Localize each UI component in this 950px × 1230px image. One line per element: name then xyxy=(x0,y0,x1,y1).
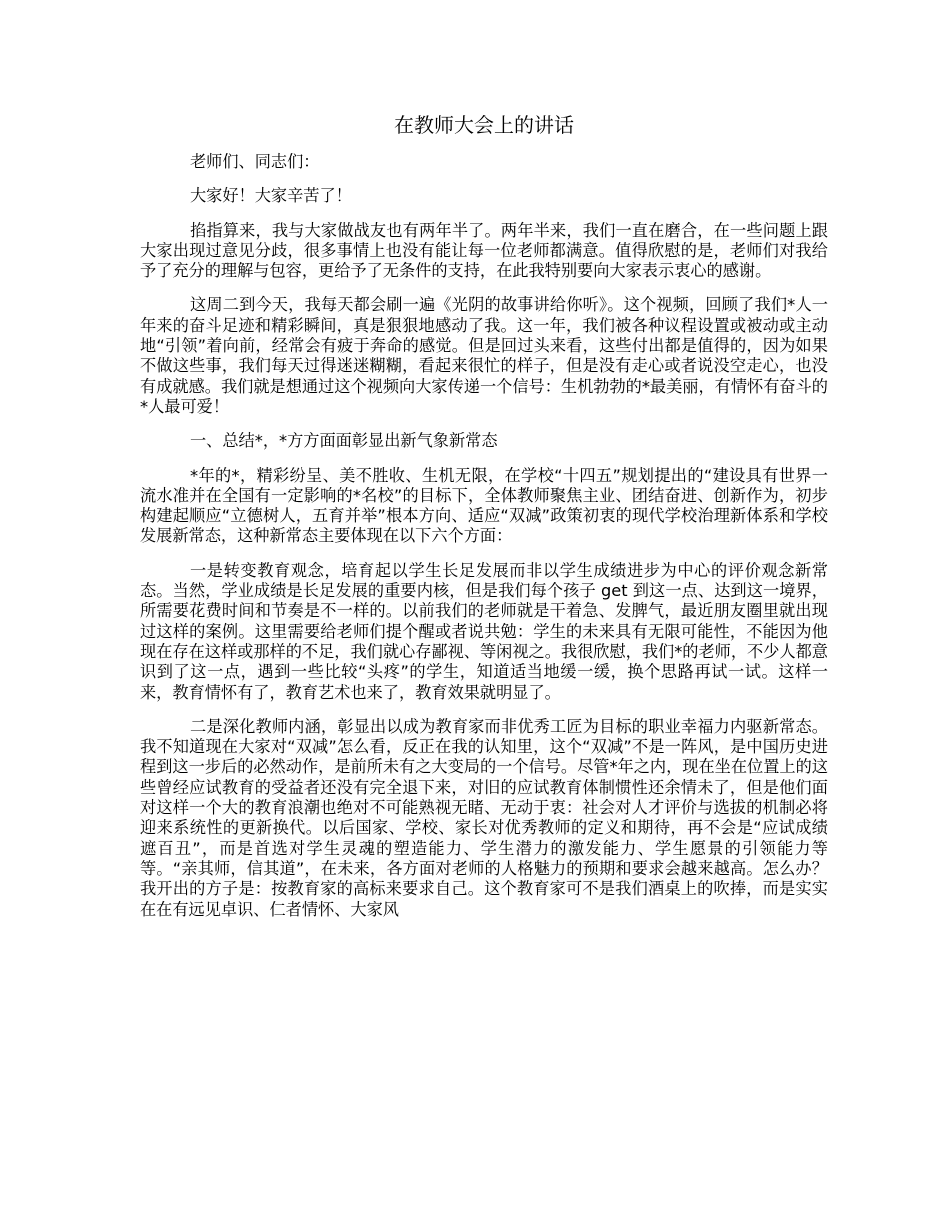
body-paragraph: 掐指算来，我与大家做战友也有两年半了。两年半来，我们一直在磨合，在一些问题上跟大家出现过意见分歧，很多事情上也没有能让每一位老师都满意。值得欣慰的是，老师们对我给予了充分的理解与包容，更给予了无条件的支持，在此我特别要向大家表示衷心的感谢。 xyxy=(140,220,828,281)
body-paragraph: *年的*，精彩纷呈、美不胜收、生机无限，在学校“十四五”规划提出的“建设具有世界一流水准并在全国有一定影响的*名校”的目标下，全体教师聚焦主业、团结奋进、创新作为，初步构建起顺应“立德树人，五育并举”根本方向、适应“双减”政策初衷的现代学校治理新体系和学校发展新常态，这种新常态主要体现在以下六个方面： xyxy=(140,465,828,546)
section-heading: 一、总结*，*方方面面彰显出新气象新常态 xyxy=(190,431,498,451)
body-paragraph: 二是深化教师内涵，彰显出以成为教育家而非优秀工匠为目标的职业幸福力内驱新常态。我不知道现在大家对“双减”怎么看，反正在我的认知里，这个“双减”不是一阵风，是中国历史进程到这一步后的必然动作，是前所未有之大变局的一个信号。尽管*年之内，现在坐在位置上的这些曾经应试教育的受益者还没有完全退下来，对旧的应试教育体制惯性还余情未了，但是他们面对这样一个大的教育浪潮也绝对不可能熟视无睹、无动于衷：社会对人才评价与选拔的机制必将迎来系统性的更新换代。以后国家、学校、家长对优秀教师的定义和期待，再不会是“应试成绩遮百丑”，而是首选对学生灵魂的塑造能力、学生潜力的激发能力、学生愿景的引领能力等等。“亲其师，信其道”，在未来，各方面对老师的人格魅力的预期和要求会越来越高。怎么办？我开出的方子是：按教育家的高标来要求自己。这个教育家可不是我们酒桌上的吹捧，而是实实在在有远见卓识、仁者情怀、大家风 xyxy=(140,716,828,919)
greeting: 大家好！大家辛苦了！ xyxy=(190,186,352,206)
body-paragraph: 这周二到今天，我每天都会刷一遍《光阴的故事讲给你听》。这个视频，回顾了我们*人一年来的奋斗足迹和精彩瞬间，真是狠狠地感动了我。这一年，我们被各种议程设置或被动或主动地“引领”着向前，经常会有疲于奔命的感觉。但是回过头来看，这些付出都是值得的，因为如果不做这些事，我们每天过得迷迷糊糊，看起来很忙的样子，但是没有走心或者说没空走心，也没有成就感。我们就是想通过这个视频向大家传递一个信号：生机勃勃的*最美丽，有情怀有奋斗的*人最可爱！ xyxy=(140,295,828,416)
document-page xyxy=(140,108,828,934)
salutation: 老师们、同志们： xyxy=(190,152,320,171)
document-title: 在教师大会上的讲话 xyxy=(394,113,574,137)
body-paragraph: 一是转变教育观念，培育起以学生长足发展而非以学生成绩进步为中心的评价观念新常态。当然，学业成绩是长足发展的重要内核，但是我们每个孩子 get 到这一点、达到这一境界，所需要花费时间和节奏是不一样的。以前我们的老师就是干着急、发脾气，最近朋友圈里就出现过这样的案例。这里需要给老师们提个醒或者说共勉：学生的未来具有无限可能性，不能因为他现在存在这样或那样的不足，我们就心存鄙视、等闲视之。我很欣慰，我们*的老师，不少人都意识到了这一点，遇到一些比较“头疼”的学生，知道适当地缓一缓，换个思路再试一试。这样一来，教育情怀有了，教育艺术也来了，教育效果就明显了。 xyxy=(140,560,828,702)
